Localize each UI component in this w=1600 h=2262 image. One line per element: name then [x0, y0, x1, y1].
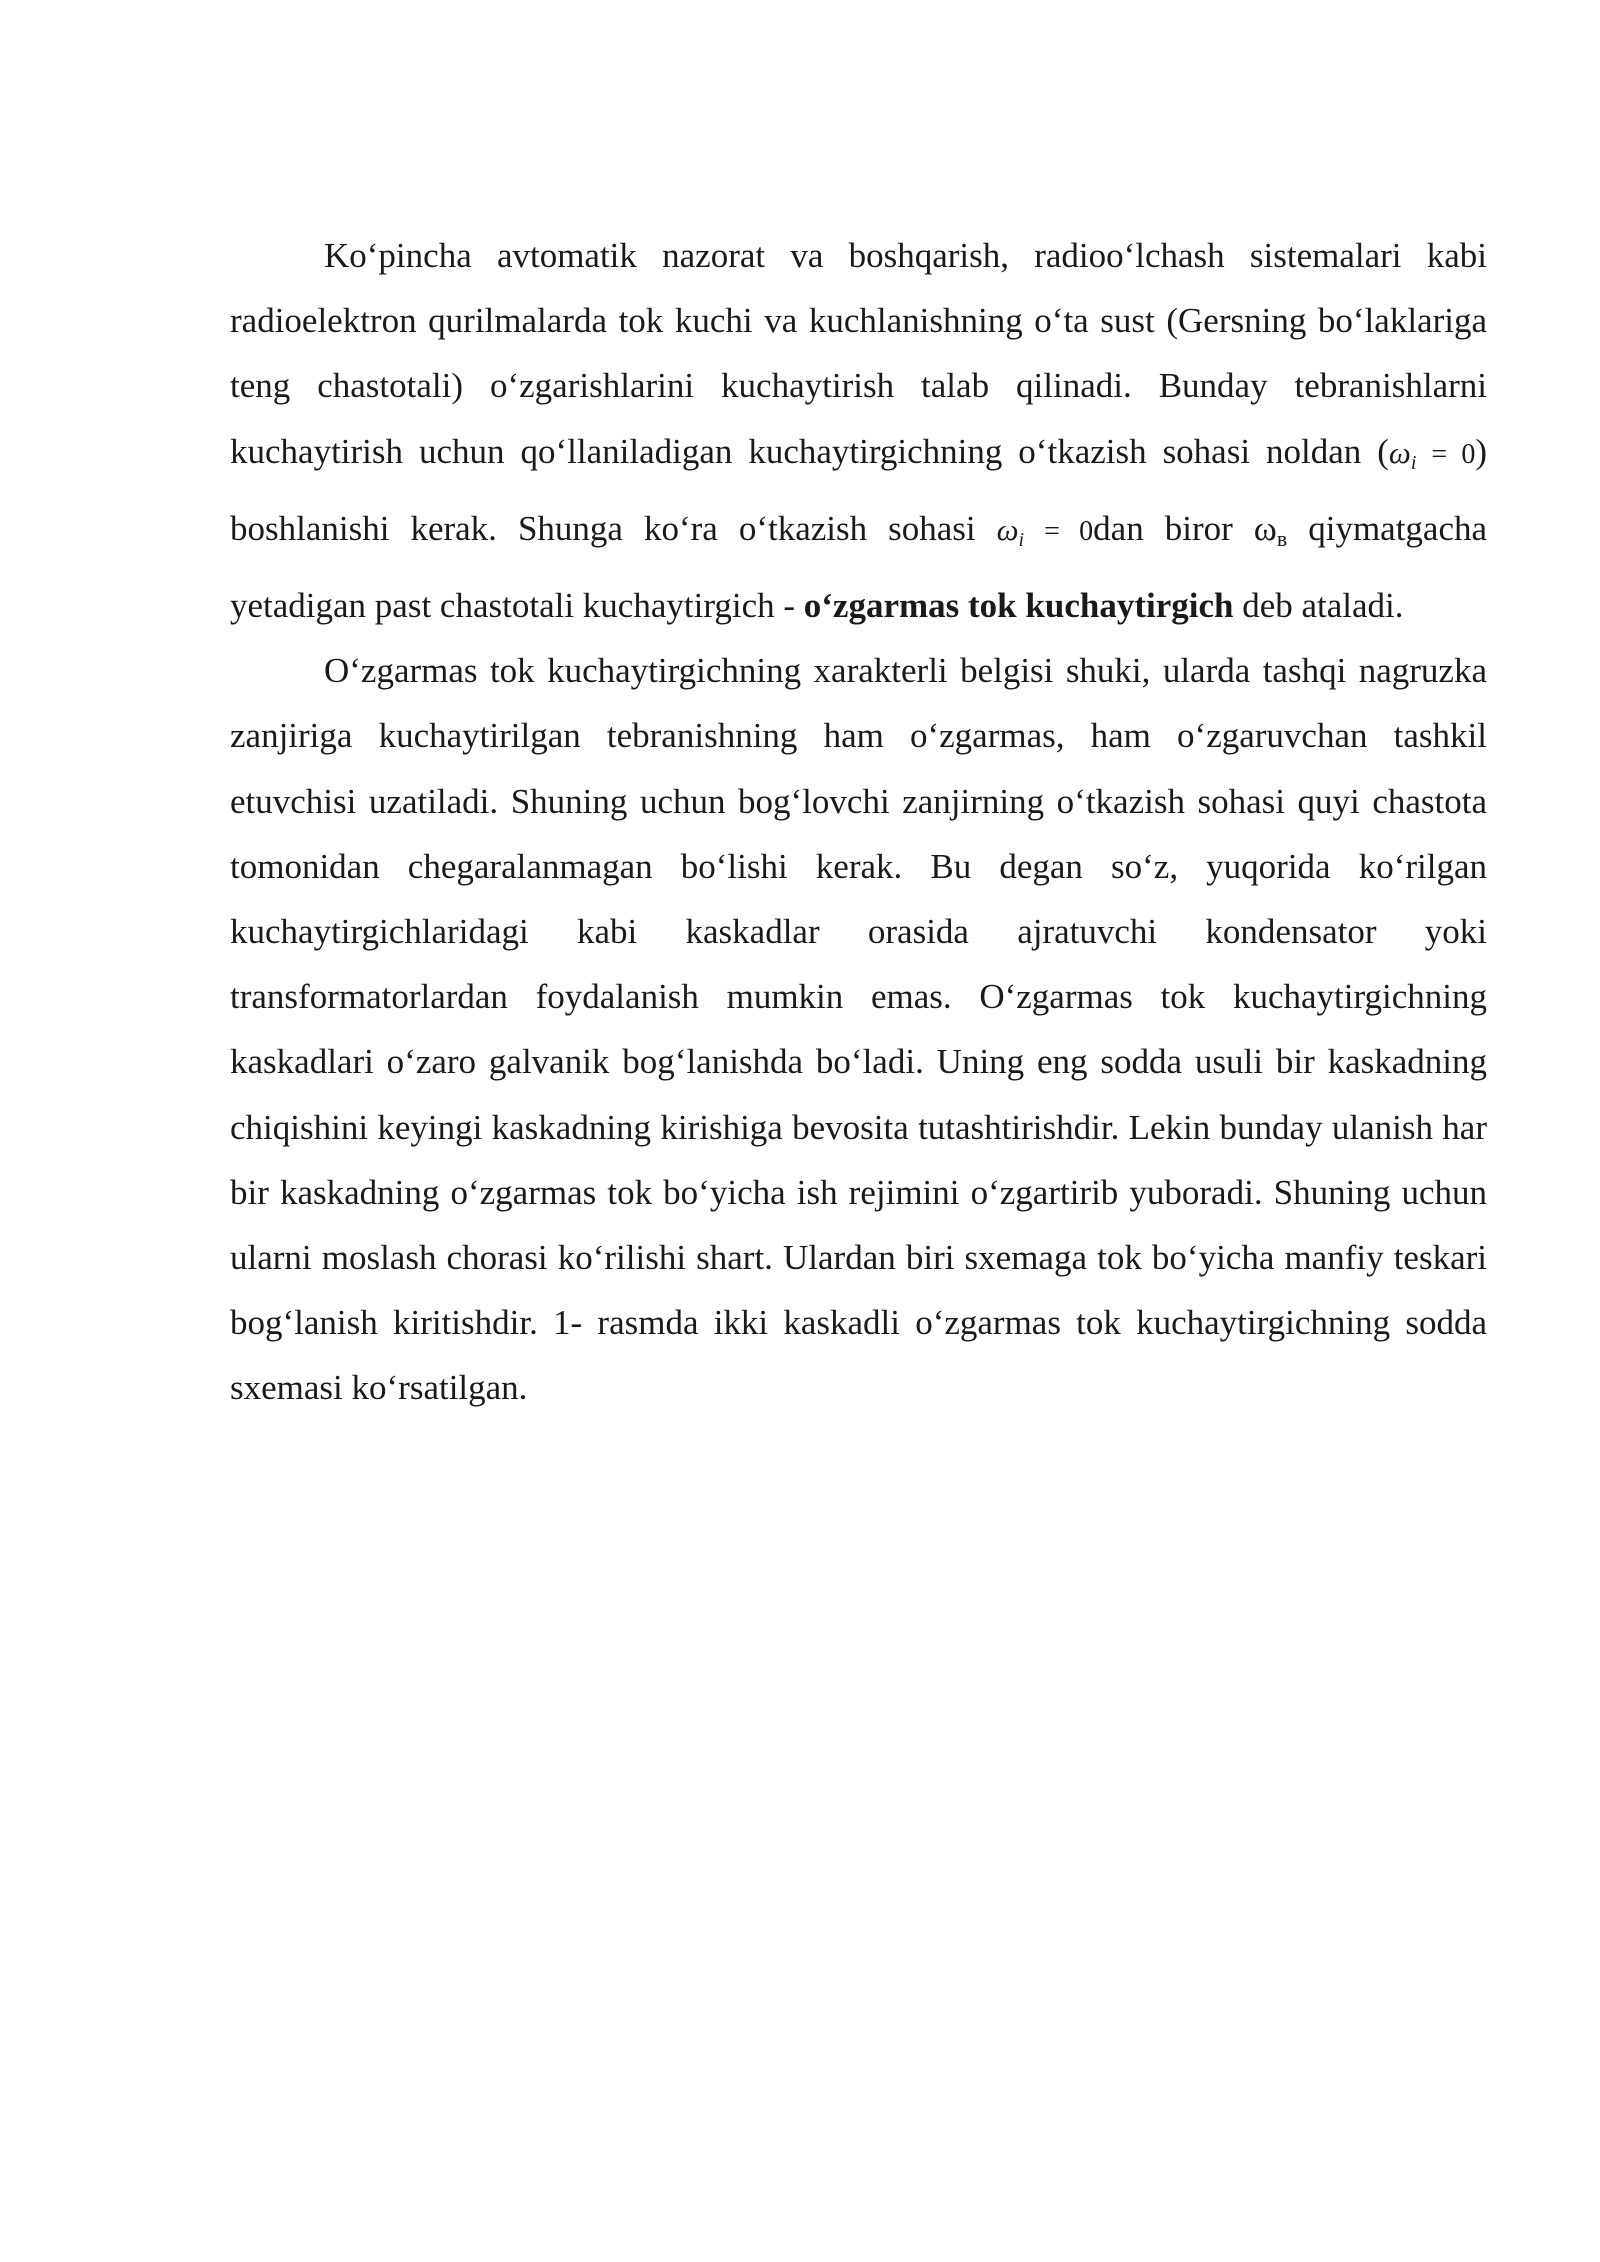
paragraph-1 — [230, 223, 1487, 638]
subscript-i: i — [1410, 451, 1417, 474]
subscript-i: i — [1018, 528, 1025, 551]
omega-symbol: ω — [1388, 434, 1411, 470]
subscript-v: в — [1276, 525, 1288, 551]
paragraph-1-text-a: Ko‘pincha avtomatik nazorat va boshqarish, radioo‘lchash sistemalari kabi radioelektron qurilmalarda tok kuchi va kuchlanishning o‘ta sust (Gersning bo‘laklariga teng chastotali) o‘zgarishlarini kuchaytirish talab qilinadi. Bunday tebranishlarni kuchaytirish uchun qo‘llaniladigan kuchaytirgichning o‘tkazish sohasi noldan ( — [230, 236, 1487, 471]
paragraph-1-text-b: ) boshlanishi kerak. Shunga ko‘ra o‘tkazish sohasi — [230, 431, 1488, 548]
equals-zero: = 0 — [1044, 515, 1094, 547]
omega-i-formula-2 — [996, 511, 1094, 551]
paragraph-2: O‘zgarmas tok kuchaytirgichning xarakterli belgisi shuki, ularda tashqi nagruzka zanjiriga kuchaytirilgan tebranishning ham o‘zgarmas, ham o‘zgaruvchan tashkil etuvchisi uzatiladi. Shuning uchun bog‘lovchi zanjirning o‘tkazish sohasi quyi chastota tomonidan chegaralanmagan bo‘lishi kerak. Bu degan so‘z, yuqorida ko‘rilgan kuchaytirgichlaridagi kabi kaskadlar orasida ajratuvchi kondensator yoki transformatorlardan foydalanish mumkin emas. O‘zgarmas tok kuchaytirgichning kaskadlari o‘zaro galvanik bog‘lanishda bo‘ladi. Uning eng sodda usuli bir kaskadning chiqishini keyingi kaskadning kirishiga bevosita tutashtirishdir. Lekin bunday ulanish har bir kaskadning o‘zgarmas tok bo‘yicha ish rejimini o‘zgartirib yuboradi. Shuning uchun ularni moslash chorasi ko‘rilishi shart. Ulardan biri sxemaga tok bo‘yicha manfiy teskari bog‘lanish kiritishdir. 1- rasmda ikki kaskadli o‘zgarmas tok kuchaytirgichning sodda sxemasi ko‘rsatilgan. — [230, 651, 1487, 1408]
equals-zero: = 0 — [1431, 438, 1476, 470]
paragraph-1-text-e: deb ataladi. — [1233, 586, 1404, 626]
bold-term: o‘zgarmas tok kuchaytirgich — [803, 586, 1234, 626]
omega-i-formula-1 — [1388, 434, 1476, 474]
paragraph-1-text-d: qiymatgacha yetadigan past chastotali kuchaytirgich - — [230, 508, 1488, 626]
paragraph-1-text-c: dan biror ω — [1093, 508, 1277, 548]
body-text — [230, 223, 1487, 1421]
omega-symbol: ω — [996, 511, 1019, 547]
